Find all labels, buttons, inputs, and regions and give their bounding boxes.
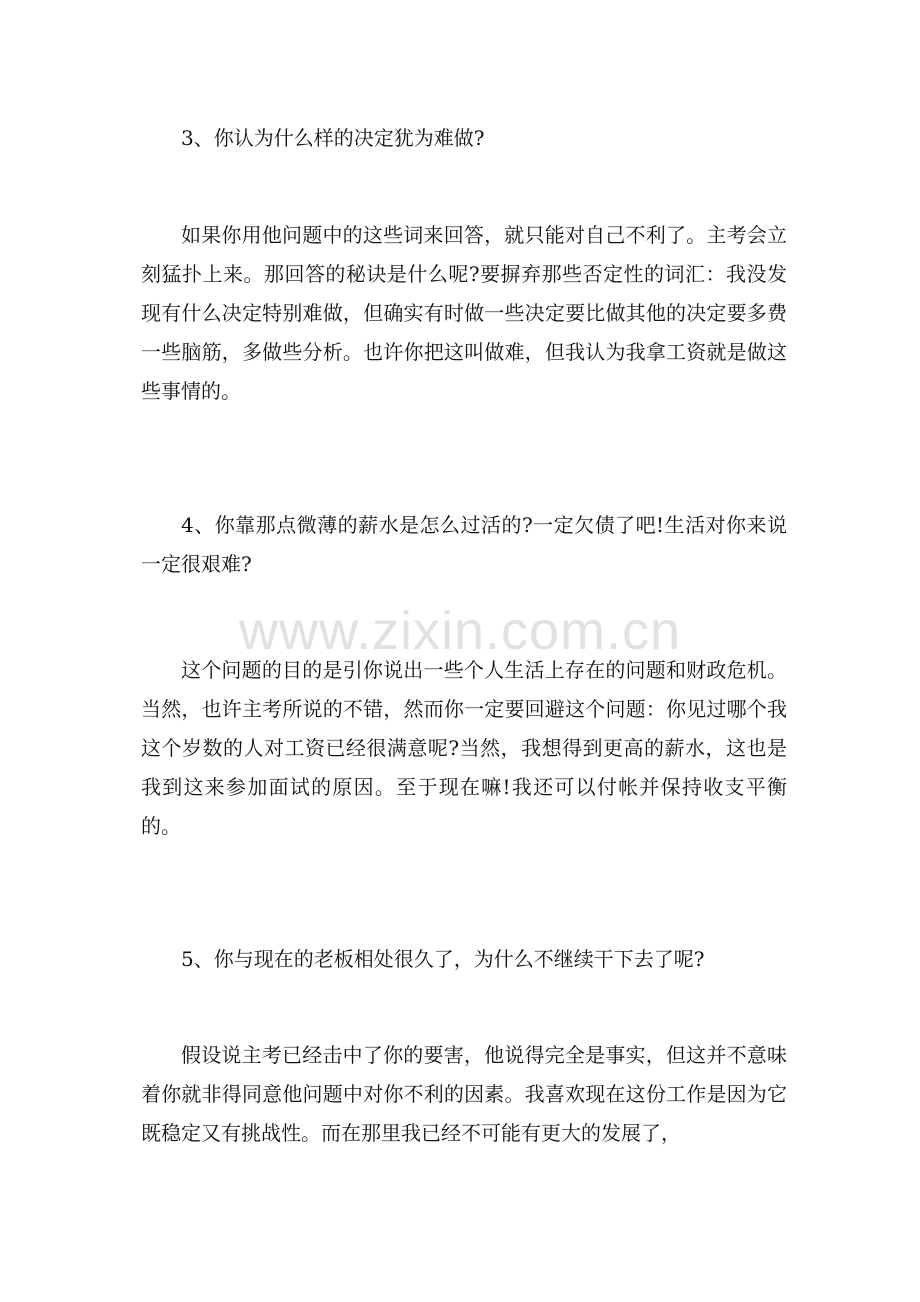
question-5: 5、你与现在的老板相处很久了，为什么不继续干下去了呢?: [181, 947, 705, 971]
answer-3: 如果你用他问题中的这些词来回答，就只能对自己不利了。主考会立刻猛扑上来。那回答的秘诀是什么呢?要摒弃那些否定性的词汇：我没发现有什么决定特别难做，但确实有时做一些决定要比做其他的决定要多费一些脑筋，多做些分析。也许你把这叫做难，但我认为我拿工资就是做这些事情的。: [141, 223, 787, 403]
answer-5: 假设说主考已经击中了你的要害，他说得完全是事实，但这并不意味着你就非得同意他问题中对你不利的因素。我喜欢现在这份工作是因为它既稳定又有挑战性。而在那里我已经不可能有更大的发展了，: [141, 1043, 787, 1145]
watermark: www.zixin.com.cn: [238, 601, 682, 661]
answer-4: 这个问题的目的是引你说出一些个人生活上存在的问题和财政危机。当然，也许主考所说的不错，然而你一定要回避这个问题：你见过哪个我这个岁数的人对工资已经很满意呢?当然，我想得到更高的薪水，这也是我到这来参加面试的原因。至于现在嘛!我还可以付帐并保持收支平衡的。: [141, 658, 787, 838]
question-4: 4、你靠那点微薄的薪水是怎么过活的?一定欠债了吧!生活对你来说一定很艰难?: [141, 513, 787, 576]
question-3: 3、你认为什么样的决定犹为难做?: [181, 126, 485, 150]
